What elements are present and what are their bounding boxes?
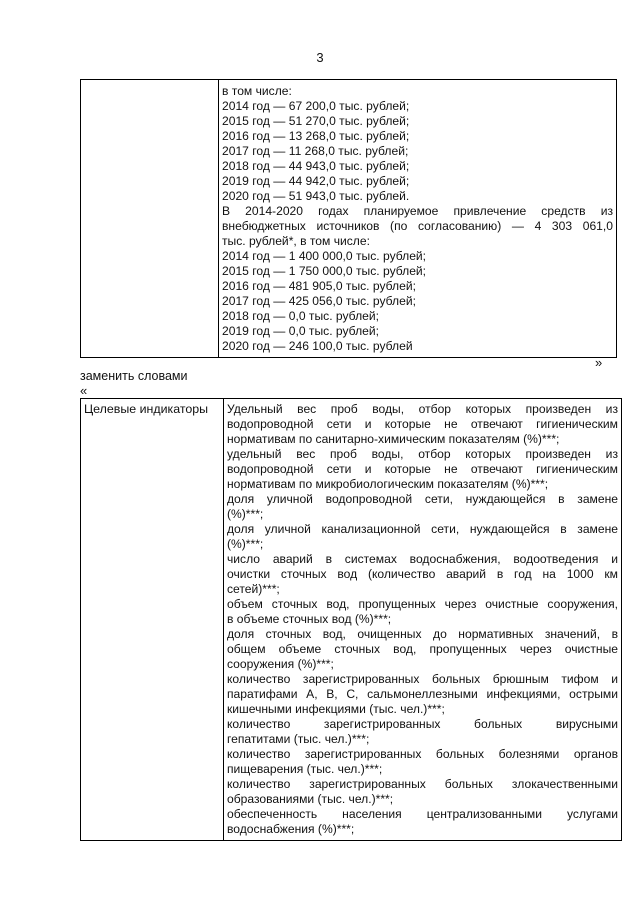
funding-line: 2019 год — 0,0 тыс. рублей;: [222, 324, 379, 338]
indicator-line: в объеме сточных вод (%)***;: [227, 612, 392, 626]
funding-line: 2016 год — 481 905,0 тыс. рублей;: [222, 279, 416, 293]
funding-text-cell: [219, 80, 617, 358]
replace-instruction: заменить словами: [80, 369, 188, 383]
indicator-line: пищеварения (тыс. чел.)***;: [227, 762, 383, 776]
closing-quote: »: [595, 355, 603, 370]
funding-line: 2014 год — 67 200,0 тыс. рублей;: [222, 99, 410, 113]
indicators-label-cell: [81, 399, 224, 841]
indicator-line: водопроводной сети и которые не отвечают гигиеническим: [227, 417, 618, 431]
indicator-line: количество зарегистрированных больных злокачественными: [227, 777, 618, 791]
indicator-line: паратифами А, В, С, сальмонеллезными инфекциями, острыми: [227, 687, 618, 701]
page-number: 3: [316, 50, 324, 65]
indicator-line: нормативам по микробиологическим показателям (%)***;: [227, 477, 549, 491]
indicator-line: очистки сточных вод (количество аварий в год на 1000 км: [227, 567, 618, 581]
funding-line: 2019 год — 44 942,0 тыс. рублей;: [222, 174, 410, 188]
indicator-line: образованиями (тыс. чел.)***;: [227, 792, 394, 806]
indicator-line: (%)***;: [227, 537, 264, 551]
funding-line: В 2014-2020 годах планируемое привлечение средств из: [222, 204, 613, 218]
indicator-line: гепатитами (тыс. чел.)***;: [227, 732, 370, 746]
indicators-text-cell: [224, 399, 622, 841]
funding-line: в том числе:: [222, 84, 292, 98]
indicator-line: нормативам по санитарно-химическим показателям (%)***;: [227, 432, 560, 446]
indicator-line: доля сточных вод, очищенных до нормативных значений, в: [227, 627, 618, 641]
indicator-line: доля уличной водопроводной сети, нуждающейся в замене: [227, 492, 618, 506]
indicator-line: доля уличной канализационной сети, нуждающейся в замене: [227, 522, 618, 536]
funding-line: 2016 год — 13 268,0 тыс. рублей;: [222, 129, 410, 143]
indicator-line: водоснабжения (%)***;: [227, 822, 355, 836]
indicator-line: общем объеме сточных вод, пропущенных через очистные: [227, 642, 618, 656]
indicator-line: количество зарегистрированных больных брюшным тифом и: [227, 672, 618, 686]
funding-line: внебюджетных источников (по согласованию) — 4 303 061,0: [222, 219, 613, 233]
funding-line: 2015 год — 51 270,0 тыс. рублей;: [222, 114, 410, 128]
funding-line: 2020 год — 246 100,0 тыс. рублей: [222, 339, 413, 353]
indicator-line: сетей)***;: [227, 582, 280, 596]
funding-line: 2014 год — 1 400 000,0 тыс. рублей;: [222, 249, 427, 263]
funding-table: [80, 79, 617, 358]
indicator-line: удельный вес проб воды, отбор которых произведен из: [227, 447, 618, 461]
funding-label-cell: [81, 80, 219, 358]
indicator-line: кишечными инфекциями (тыс. чел.)***;: [227, 702, 445, 716]
opening-quote: «: [80, 383, 88, 398]
funding-line: 2018 год — 44 943,0 тыс. рублей;: [222, 159, 410, 173]
funding-line: 2017 год — 425 056,0 тыс. рублей;: [222, 294, 416, 308]
indicators-label: Целевые индикаторы: [84, 402, 209, 416]
funding-line: 2015 год — 1 750 000,0 тыс. рублей;: [222, 264, 427, 278]
indicator-line: обеспеченность населения централизованными услугами: [227, 807, 618, 821]
funding-line: 2017 год — 11 268,0 тыс. рублей;: [222, 144, 409, 158]
indicator-line: сооружения (%)***;: [227, 657, 334, 671]
indicator-line: объем сточных вод, пропущенных через очистные сооружения,: [227, 597, 618, 611]
indicator-line: количество зарегистрированных больных вирусными: [227, 717, 618, 731]
indicator-line: Удельный вес проб воды, отбор которых произведен из: [227, 402, 618, 416]
indicator-line: число аварий в системах водоснабжения, водоотведения и: [227, 552, 618, 566]
indicators-table: [80, 398, 622, 841]
indicator-line: (%)***;: [227, 507, 264, 521]
indicator-line: количество зарегистрированных больных болезнями органов: [227, 747, 618, 761]
funding-line: 2020 год — 51 943,0 тыс. рублей.: [222, 189, 410, 203]
funding-line: тыс. рублей*, в том числе:: [222, 234, 370, 248]
indicator-line: водопроводной сети и которые не отвечают гигиеническим: [227, 462, 618, 476]
funding-line: 2018 год — 0,0 тыс. рублей;: [222, 309, 379, 323]
